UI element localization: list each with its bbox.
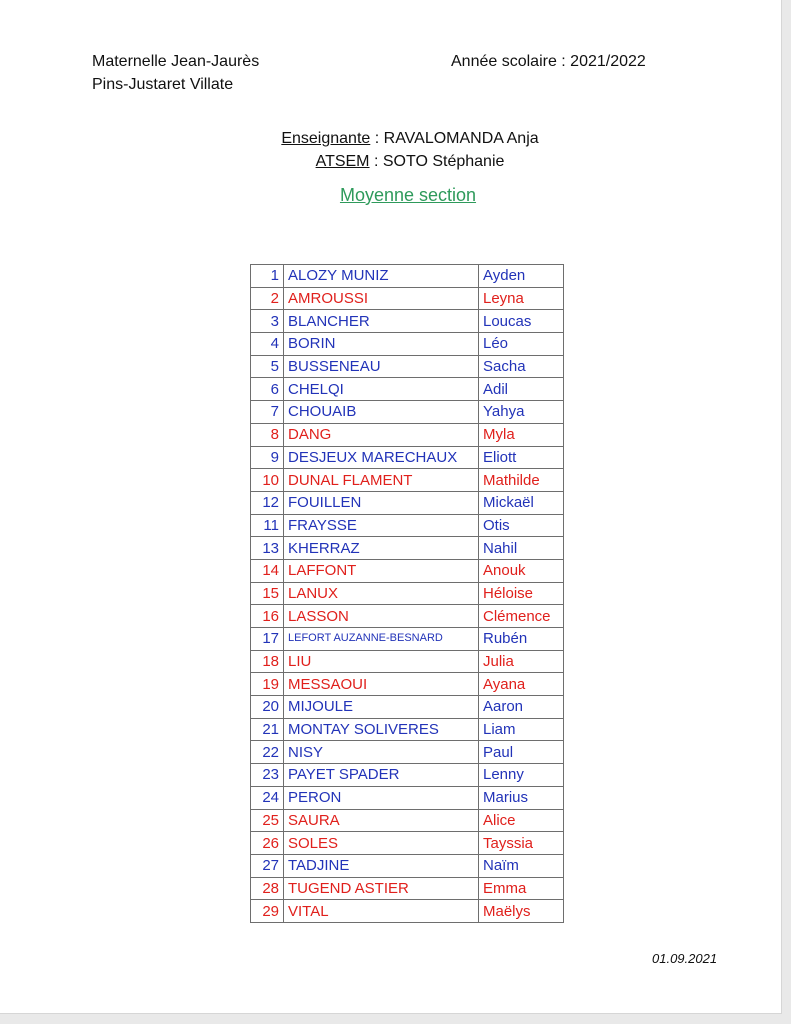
student-number: 12: [251, 491, 284, 514]
student-first-name: Anouk: [479, 559, 564, 582]
table-row: [251, 832, 564, 855]
student-last-name: SOLES: [284, 832, 479, 855]
student-last-name: PAYET SPADER: [284, 764, 479, 787]
table-row: [251, 355, 564, 378]
student-number: 18: [251, 650, 284, 673]
student-last-name: NISY: [284, 741, 479, 764]
student-first-name: Emma: [479, 877, 564, 900]
student-number: 7: [251, 401, 284, 424]
student-last-name: FOUILLEN: [284, 491, 479, 514]
student-number: 2: [251, 287, 284, 310]
student-first-name: Héloise: [479, 582, 564, 605]
atsem-name: : SOTO Stéphanie: [369, 153, 505, 170]
student-last-name: KHERRAZ: [284, 537, 479, 560]
student-number: 21: [251, 718, 284, 741]
student-last-name: MESSAOUI: [284, 673, 479, 696]
student-number: 1: [251, 265, 284, 288]
student-first-name: Mickaël: [479, 491, 564, 514]
student-first-name: Julia: [479, 650, 564, 673]
table-row: [251, 310, 564, 333]
student-first-name: Alice: [479, 809, 564, 832]
student-first-name: Léo: [479, 333, 564, 356]
table-row: [251, 786, 564, 809]
student-last-name: BLANCHER: [284, 310, 479, 333]
student-last-name: LANUX: [284, 582, 479, 605]
teacher-name: : RAVALOMANDA Anja: [370, 130, 539, 147]
table-row: [251, 718, 564, 741]
student-number: 24: [251, 786, 284, 809]
student-last-name: LIU: [284, 650, 479, 673]
student-first-name: Sacha: [479, 355, 564, 378]
student-number: 25: [251, 809, 284, 832]
student-number: 9: [251, 446, 284, 469]
table-row: [251, 333, 564, 356]
teacher-line: [0, 130, 791, 148]
student-first-name: Eliott: [479, 446, 564, 469]
student-last-name: SAURA: [284, 809, 479, 832]
table-row: [251, 287, 564, 310]
student-number: 5: [251, 355, 284, 378]
student-last-name: DUNAL FLAMENT: [284, 469, 479, 492]
student-number: 6: [251, 378, 284, 401]
student-first-name: Leyna: [479, 287, 564, 310]
table-row: [251, 741, 564, 764]
student-first-name: Lenny: [479, 764, 564, 787]
student-number: 8: [251, 423, 284, 446]
student-last-name: TADJINE: [284, 854, 479, 877]
table-row: [251, 854, 564, 877]
school-name: Maternelle Jean-Jaurès: [92, 53, 260, 70]
teacher-label: Enseignante: [281, 130, 371, 147]
atsem-label: ATSEM: [315, 153, 370, 170]
student-first-name: Maëlys: [479, 900, 564, 923]
student-last-name: CHOUAIB: [284, 401, 479, 424]
student-last-name: CHELQI: [284, 378, 479, 401]
student-number: 22: [251, 741, 284, 764]
student-number: 16: [251, 605, 284, 628]
student-last-name: MIJOULE: [284, 696, 479, 719]
student-last-name: TUGEND ASTIER: [284, 877, 479, 900]
student-first-name: Mathilde: [479, 469, 564, 492]
table-row: [251, 469, 564, 492]
section-title: Moyenne section: [339, 185, 477, 205]
table-row: [251, 423, 564, 446]
student-number: 14: [251, 559, 284, 582]
student-first-name: Aaron: [479, 696, 564, 719]
student-number: 10: [251, 469, 284, 492]
student-number: 26: [251, 832, 284, 855]
table-row: [251, 559, 564, 582]
student-number: 17: [251, 628, 284, 651]
table-row: [251, 900, 564, 923]
student-first-name: Loucas: [479, 310, 564, 333]
student-first-name: Paul: [479, 741, 564, 764]
student-number: 28: [251, 877, 284, 900]
student-last-name: LEFORT AUZANNE-BESNARD: [284, 628, 479, 651]
student-number: 3: [251, 310, 284, 333]
student-number: 29: [251, 900, 284, 923]
table-row: [251, 491, 564, 514]
table-row: [251, 401, 564, 424]
table-row: [251, 673, 564, 696]
table-row: [251, 582, 564, 605]
student-last-name: AMROUSSI: [284, 287, 479, 310]
student-first-name: Marius: [479, 786, 564, 809]
student-number: 15: [251, 582, 284, 605]
table-row: [251, 764, 564, 787]
student-first-name: Ayden: [479, 265, 564, 288]
table-row: [251, 446, 564, 469]
student-first-name: Myla: [479, 423, 564, 446]
student-last-name: BUSSENEAU: [284, 355, 479, 378]
table-row: [251, 696, 564, 719]
student-first-name: Adil: [479, 378, 564, 401]
student-last-name: LASSON: [284, 605, 479, 628]
table-row: [251, 877, 564, 900]
table-row: [251, 650, 564, 673]
student-last-name: FRAYSSE: [284, 514, 479, 537]
student-number: 23: [251, 764, 284, 787]
student-last-name: VITAL: [284, 900, 479, 923]
table-row: [251, 265, 564, 288]
student-number: 20: [251, 696, 284, 719]
student-first-name: Liam: [479, 718, 564, 741]
student-first-name: Otis: [479, 514, 564, 537]
student-first-name: Ayana: [479, 673, 564, 696]
table-row: [251, 605, 564, 628]
student-last-name: DESJEUX MARECHAUX: [284, 446, 479, 469]
school-year: Année scolaire : 2021/2022: [451, 53, 646, 70]
table-row: [251, 537, 564, 560]
student-last-name: PERON: [284, 786, 479, 809]
student-first-name: Yahya: [479, 401, 564, 424]
student-last-name: BORIN: [284, 333, 479, 356]
student-number: 19: [251, 673, 284, 696]
student-last-name: LAFFONT: [284, 559, 479, 582]
document-date: 01.09.2021: [652, 951, 718, 966]
student-first-name: Rubén: [479, 628, 564, 651]
school-location: Pins-Justaret Villate: [92, 76, 234, 93]
student-first-name: Naïm: [479, 854, 564, 877]
student-last-name: MONTAY SOLIVERES: [284, 718, 479, 741]
atsem-line: [0, 153, 791, 171]
student-number: 11: [251, 514, 284, 537]
student-last-name: DANG: [284, 423, 479, 446]
student-table: [250, 264, 564, 923]
student-number: 13: [251, 537, 284, 560]
student-first-name: Tayssia: [479, 832, 564, 855]
table-row: [251, 378, 564, 401]
student-first-name: Nahil: [479, 537, 564, 560]
table-row: [251, 628, 564, 651]
student-first-name: Clémence: [479, 605, 564, 628]
student-number: 27: [251, 854, 284, 877]
student-last-name: ALOZY MUNIZ: [284, 265, 479, 288]
student-number: 4: [251, 333, 284, 356]
table-row: [251, 514, 564, 537]
table-row: [251, 809, 564, 832]
